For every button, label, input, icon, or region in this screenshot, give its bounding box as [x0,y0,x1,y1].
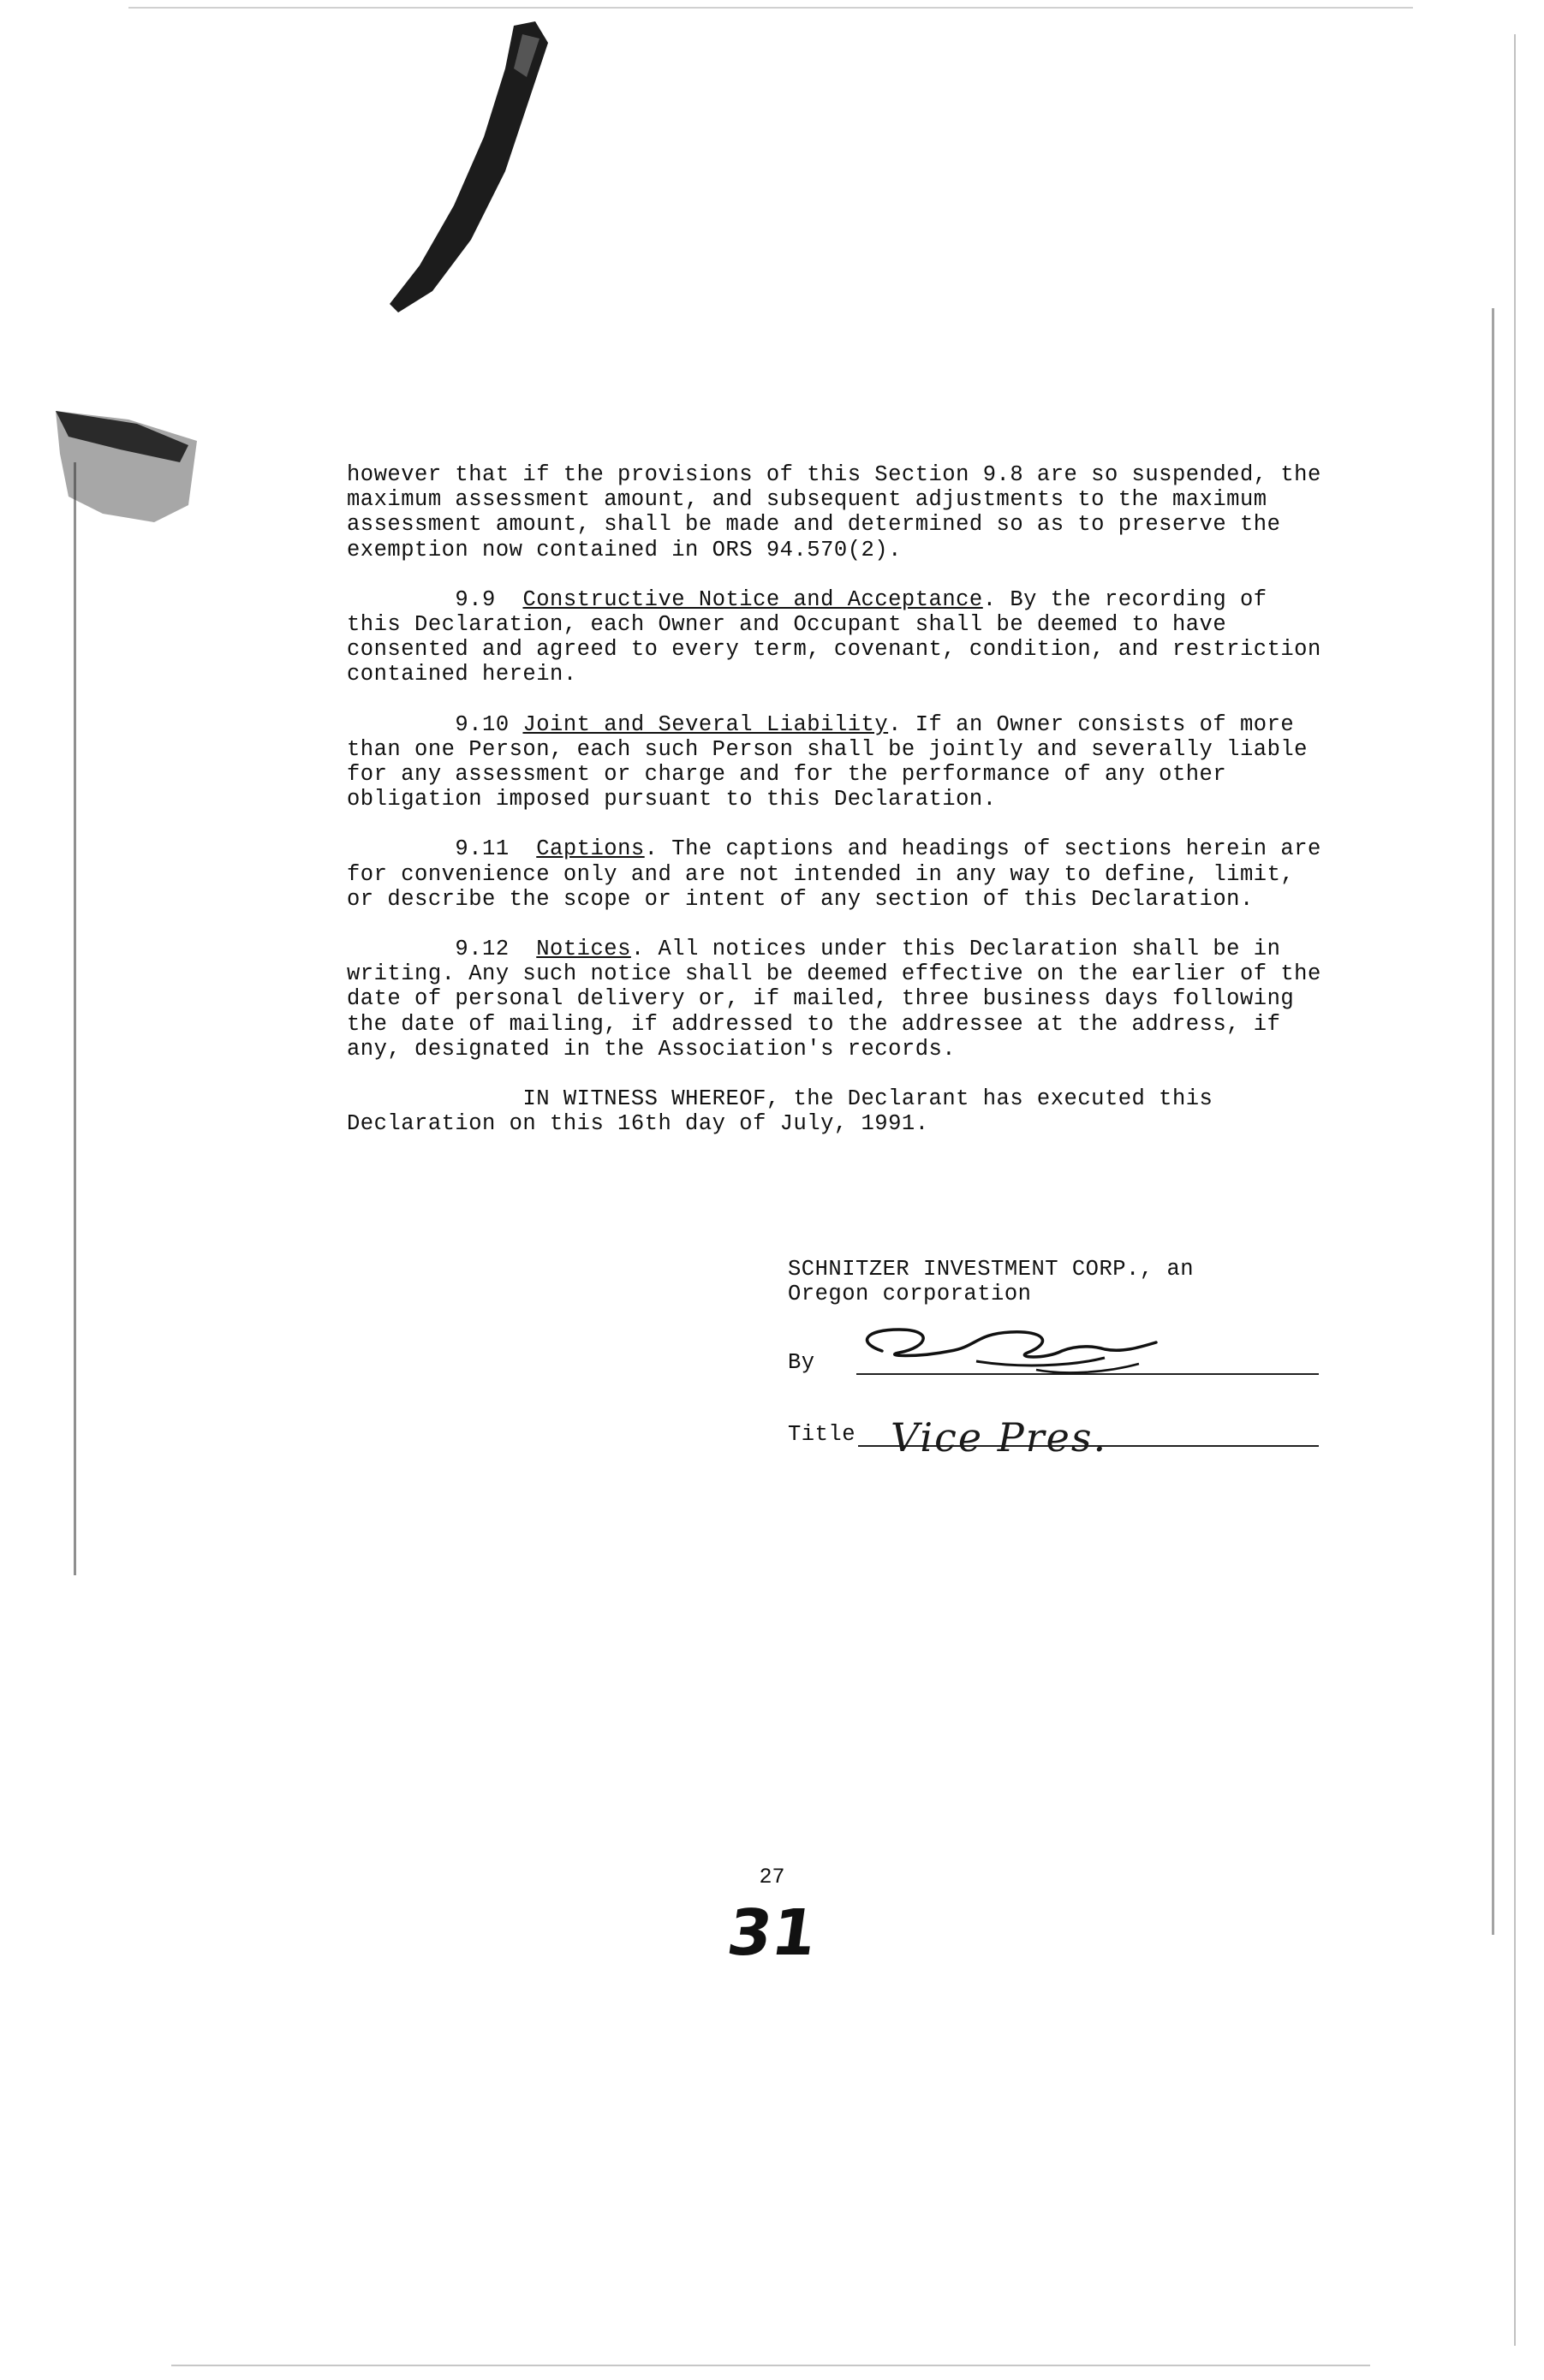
scan-edge-far-right [1514,34,1516,2346]
title-line [788,1401,1319,1461]
section-heading: Notices [536,937,631,962]
paragraph-9-9 [347,586,1335,687]
section-number: 9.9 [455,586,496,612]
declaration-body [347,462,1335,1161]
signature-block [788,1257,1319,1461]
paragraph-continuation [347,462,1335,562]
section-number: 9.12 [455,937,510,962]
scan-edge-right [1492,308,1494,1935]
witness-text: IN WITNESS WHEREOF, the Declarant has executed this Declaration on this 16th day of July, 1991. [347,1086,1227,1137]
scan-edge-left [74,462,76,1575]
title-label: Title [788,1422,856,1448]
paragraph-text: . The captions and headings of sections herein are for convenience only and are not intended in any way to define, limit, or describe the scope or intent of any section of this Declaration. [347,836,1335,912]
paragraph-text: . If an Owner consists of more than one Person, each such Person shall be jointly and severally liable for any assessment or charge and for the performance of any other obligation imposed pursuant to this Declaration. [347,711,1321,812]
paragraph-text: . All notices under this Declaration shall be in writing. Any such notice shall be deemed effective on the earlier of the date of personal delivery or, if mailed, three business days following the date of mailing, if addressed to the addressee at the address, if any, designated in the Association's records. [347,937,1335,1062]
paragraph-text: however that if the provisions of this Section 9.8 are so suspended, the maximum assessment amount, and subsequent adjustments to the maximum assessment amount, shall be made and determined so as to preserve the exemption now contained in ORS 94.570(2). [347,462,1335,562]
company-type: Oregon corporation [788,1282,1032,1307]
scan-edge-bottom [171,2365,1370,2366]
company-name: SCHNITZER INVESTMENT CORP., an [788,1257,1195,1282]
paragraph-text: . By the recording of this Declaration, each Owner and Occupant shall be deemed to have consented and agreed to every term, covenant, condition, and restriction contained herein. [347,586,1335,687]
handwritten-title: Vice Pres. [891,1414,1108,1461]
stamped-page-number: 31 [722,1896,822,1970]
section-number: 9.10 [455,711,510,737]
paragraph-9-12 [347,937,1335,1062]
paragraph-9-10 [347,712,1323,812]
scan-smudge-top [385,17,557,317]
section-number: 9.11 [455,836,510,862]
scan-edge-top [128,7,1413,9]
paragraph-9-11 [347,836,1335,912]
handwritten-signature-icon [848,1317,1173,1377]
by-line [788,1329,1319,1378]
section-heading: Captions [536,836,645,862]
section-heading: Constructive Notice and Acceptance [522,586,983,612]
page-number: 27 [759,1865,785,1889]
by-label: By [788,1350,815,1376]
witness-clause [347,1086,1323,1136]
section-heading: Joint and Several Liability [522,711,889,737]
